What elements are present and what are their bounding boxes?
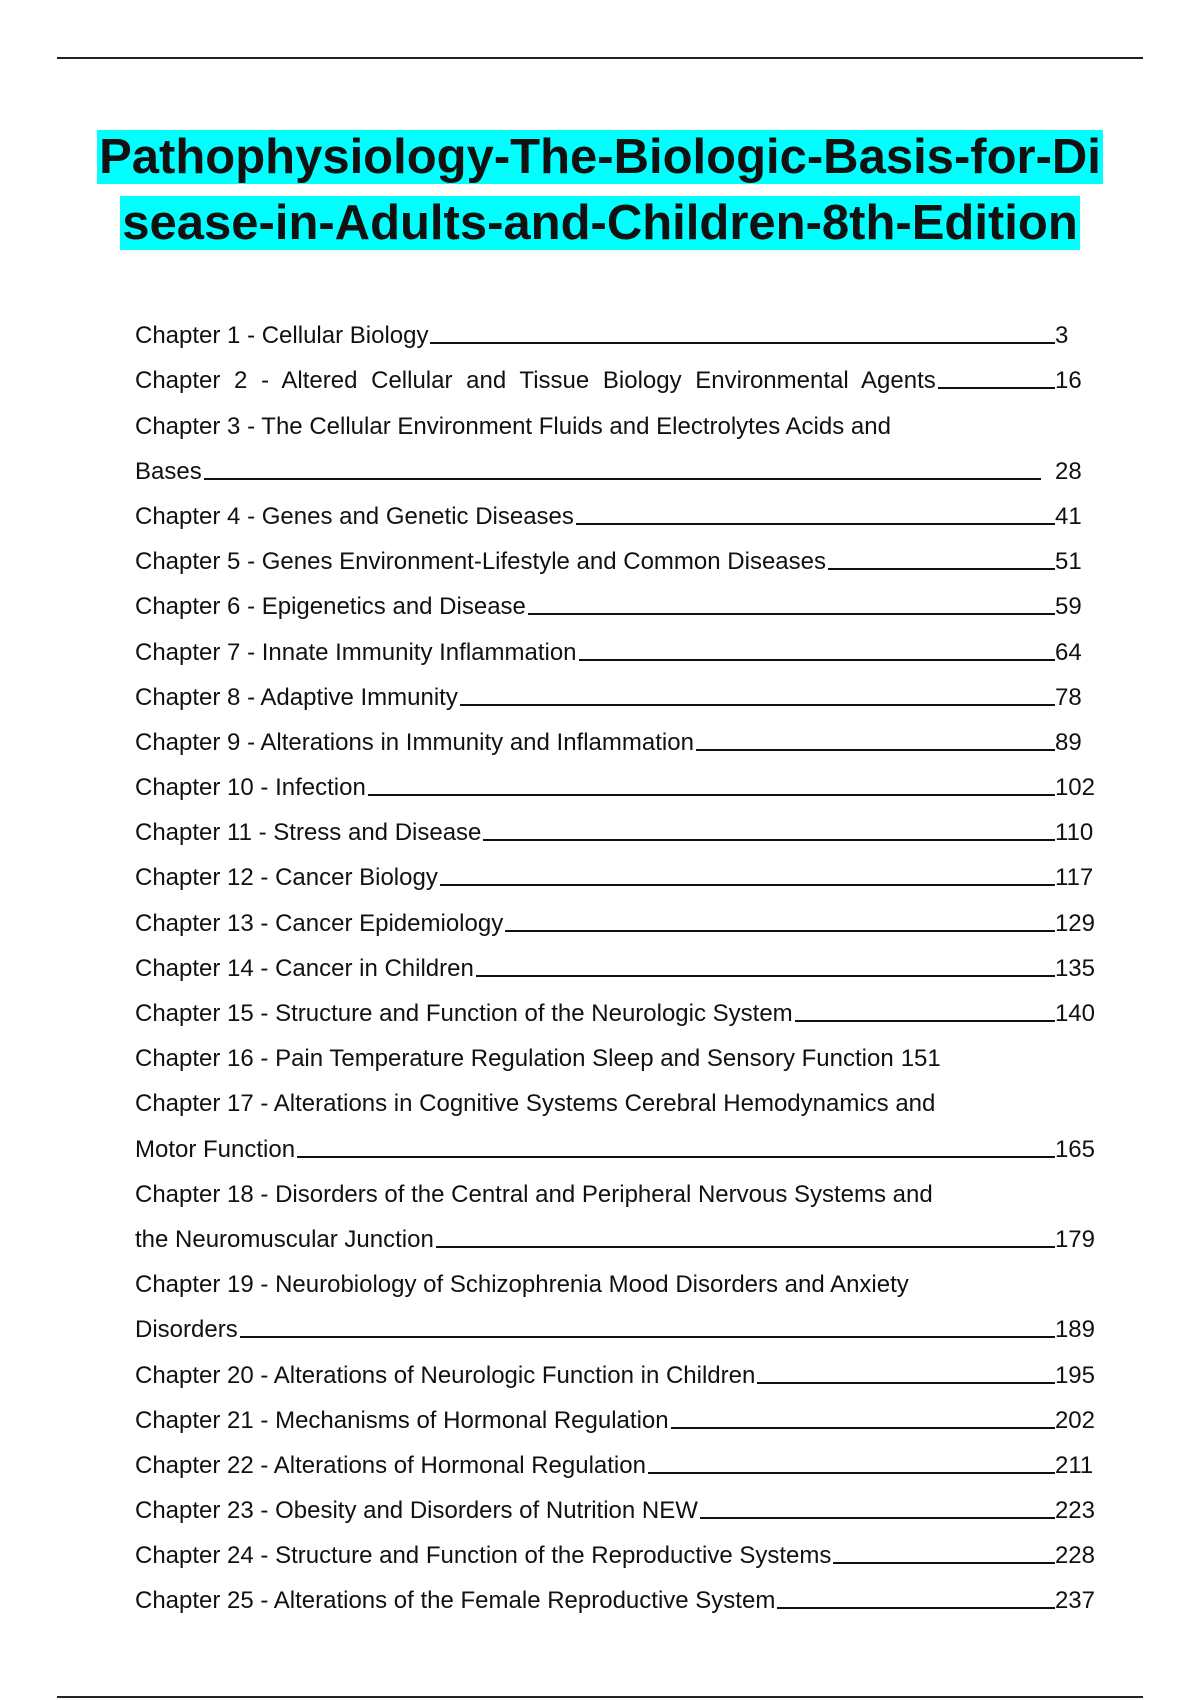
toc-entry-page: 117 [1055,864,1094,892]
toc-entry-title: Chapter 22 - Alterations of Hormonal Regulation [135,1451,646,1479]
toc-entry-title: Chapter 7 - Innate Immunity Inflammation [135,638,577,666]
dot-leader [240,1336,1055,1338]
dot-leader [700,1517,1055,1519]
dot-leader [833,1562,1055,1564]
dot-leader [648,1472,1055,1474]
title-line-1: Pathophysiology-The-Biologic-Basis-for-Di [99,130,1101,184]
toc-entry-chapter-1[interactable] [135,305,1095,350]
toc-entry-page: 135 [1054,954,1095,982]
toc-entry-page: 89 [1055,728,1082,756]
toc-entry-page: 16 [1055,367,1082,395]
toc-entry-page: 189 [1054,1316,1095,1344]
toc-entry-title-continued: Bases [135,457,202,485]
toc-entry-page: 165 [1054,1135,1095,1163]
dot-leader [579,659,1055,661]
toc-entry-title: Chapter 20 - Alterations of Neurologic Function in Children [135,1361,756,1389]
toc-entry-page: 195 [1054,1361,1095,1389]
toc-entry-chapter-24[interactable] [135,1525,1095,1570]
dot-leader [440,884,1055,886]
toc-entry-title: Chapter 15 - Structure and Function of the Neurologic System [135,1000,793,1027]
toc-entry-title: Chapter 24 - Structure and Function of the Reproductive Systems [135,1542,832,1570]
header-rule [57,57,1143,59]
toc-entry-chapter-21[interactable] [135,1390,1095,1435]
toc-entry-chapter-17[interactable] [135,1073,1095,1163]
toc-entry-page: 64 [1055,638,1082,666]
toc-entry-page: 110 [1055,819,1094,847]
title-line-2: sease-in-Adults-and-Children-8th-Edition [122,196,1078,250]
toc-entry-chapter-11[interactable] [135,802,1095,847]
toc-entry-chapter-2[interactable] [135,350,1095,395]
dot-leader [204,478,1041,480]
toc-entry-chapter-3[interactable] [135,395,1095,485]
toc-entry-chapter-7[interactable] [135,621,1095,666]
dot-leader [777,1607,1055,1609]
toc-entry-page: 151 [900,1045,941,1073]
toc-entry-page: 59 [1055,593,1082,621]
toc-entry-page: 41 [1055,502,1082,530]
toc-entry-title: Chapter 3 - The Cellular Environment Fluids and Electrolytes Acids and [135,412,891,440]
toc-entry-chapter-22[interactable] [135,1435,1095,1480]
toc-entry-chapter-9[interactable] [135,712,1095,757]
toc-entry-title: Chapter 13 - Cancer Epidemiology [135,909,504,937]
dot-leader [671,1427,1055,1429]
dot-leader [505,930,1055,932]
dot-leader [430,342,1055,344]
toc-entry-chapter-25[interactable] [135,1570,1095,1615]
toc-entry-chapter-20[interactable] [135,1344,1095,1389]
toc-entry-title: Chapter 21 - Mechanisms of Hormonal Regulation [135,1406,669,1434]
toc-entry-page: 78 [1055,683,1082,711]
dot-leader [576,523,1055,525]
toc-entry-page: 179 [1054,1225,1095,1253]
toc-entry-title: Chapter 16 - Pain Temperature Regulation Sleep and Sensory Function [135,1045,894,1073]
table-of-contents [135,305,1095,1615]
dot-leader [757,1382,1055,1384]
toc-entry-page: 28 [1055,457,1082,485]
toc-entry-title: Chapter 12 - Cancer Biology [135,864,438,892]
toc-entry-chapter-5[interactable] [135,531,1095,576]
footer-rule [57,1696,1143,1698]
toc-entry-page: 51 [1055,548,1082,576]
toc-entry-title: Chapter 9 - Alterations in Immunity and Inflammation [135,728,694,756]
toc-entry-chapter-23[interactable] [135,1480,1095,1525]
dot-leader [297,1156,1055,1158]
toc-entry-page: 140 [1054,1000,1095,1027]
toc-entry-title: Chapter 8 - Adaptive Immunity [135,683,458,711]
dot-leader [828,568,1055,570]
toc-entry-title: Chapter 4 - Genes and Genetic Diseases [135,502,574,530]
toc-entry-title: Chapter 25 - Alterations of the Female Reproductive System [135,1587,776,1615]
toc-entry-page: 202 [1054,1406,1095,1434]
toc-entry-title: Chapter 18 - Disorders of the Central and Peripheral Nervous Systems and [135,1180,933,1208]
toc-entry-page: 223 [1054,1497,1095,1525]
toc-entry-chapter-18[interactable] [135,1164,1095,1254]
dot-leader [460,704,1055,706]
dot-leader [528,613,1055,615]
dot-leader [476,975,1055,977]
dot-leader [436,1246,1055,1248]
toc-entry-title: Chapter 17 - Alterations in Cognitive Systems Cerebral Hemodynamics and [135,1090,936,1118]
toc-entry-title: Chapter 23 - Obesity and Disorders of Nutrition NEW [135,1497,698,1525]
dot-leader [696,749,1055,751]
dot-leader [483,839,1055,841]
dot-leader [795,1020,1055,1022]
document-title [40,124,1160,256]
toc-entry-title: Chapter 1 - Cellular Biology [135,322,429,350]
toc-entry-chapter-19[interactable] [135,1254,1095,1344]
toc-entry-page: 3 [1055,322,1069,350]
toc-entry-title-continued: Motor Function [135,1135,296,1163]
toc-entry-page: 211 [1055,1451,1094,1479]
toc-entry-title-continued: Disorders [135,1316,238,1344]
toc-entry-title: Chapter 14 - Cancer in Children [135,954,474,982]
toc-entry-chapter-6[interactable] [135,576,1095,621]
toc-entry-page: 237 [1054,1587,1095,1615]
dot-leader [938,387,1055,389]
dot-leader [368,794,1055,796]
toc-entry-title: Chapter 19 - Neurobiology of Schizophrenia Mood Disorders and Anxiety [135,1271,909,1299]
toc-entry-page: 228 [1054,1542,1095,1570]
toc-entry-title: Chapter 10 - Infection [135,774,366,802]
toc-entry-chapter-4[interactable] [135,486,1095,531]
toc-entry-title: Chapter 11 - Stress and Disease [135,819,482,847]
toc-entry-chapter-12[interactable] [135,847,1095,892]
toc-entry-title: Chapter 2 - Altered Cellular and Tissue Biology Environmental Agents [135,367,936,395]
toc-entry-title-continued: the Neuromuscular Junction [135,1225,434,1253]
toc-entry-chapter-15[interactable] [135,983,1095,1028]
toc-entry-chapter-8[interactable] [135,667,1095,712]
toc-entry-chapter-13[interactable] [135,892,1095,937]
toc-entry-chapter-10[interactable] [135,757,1095,802]
toc-entry-chapter-14[interactable] [135,938,1095,983]
toc-entry-page: 129 [1054,909,1095,937]
toc-entry-title: Chapter 6 - Epigenetics and Disease [135,593,526,621]
toc-entry-chapter-16[interactable] [135,1028,1095,1073]
toc-entry-page: 102 [1054,774,1095,802]
toc-entry-title: Chapter 5 - Genes Environment-Lifestyle and Common Diseases [135,548,826,576]
